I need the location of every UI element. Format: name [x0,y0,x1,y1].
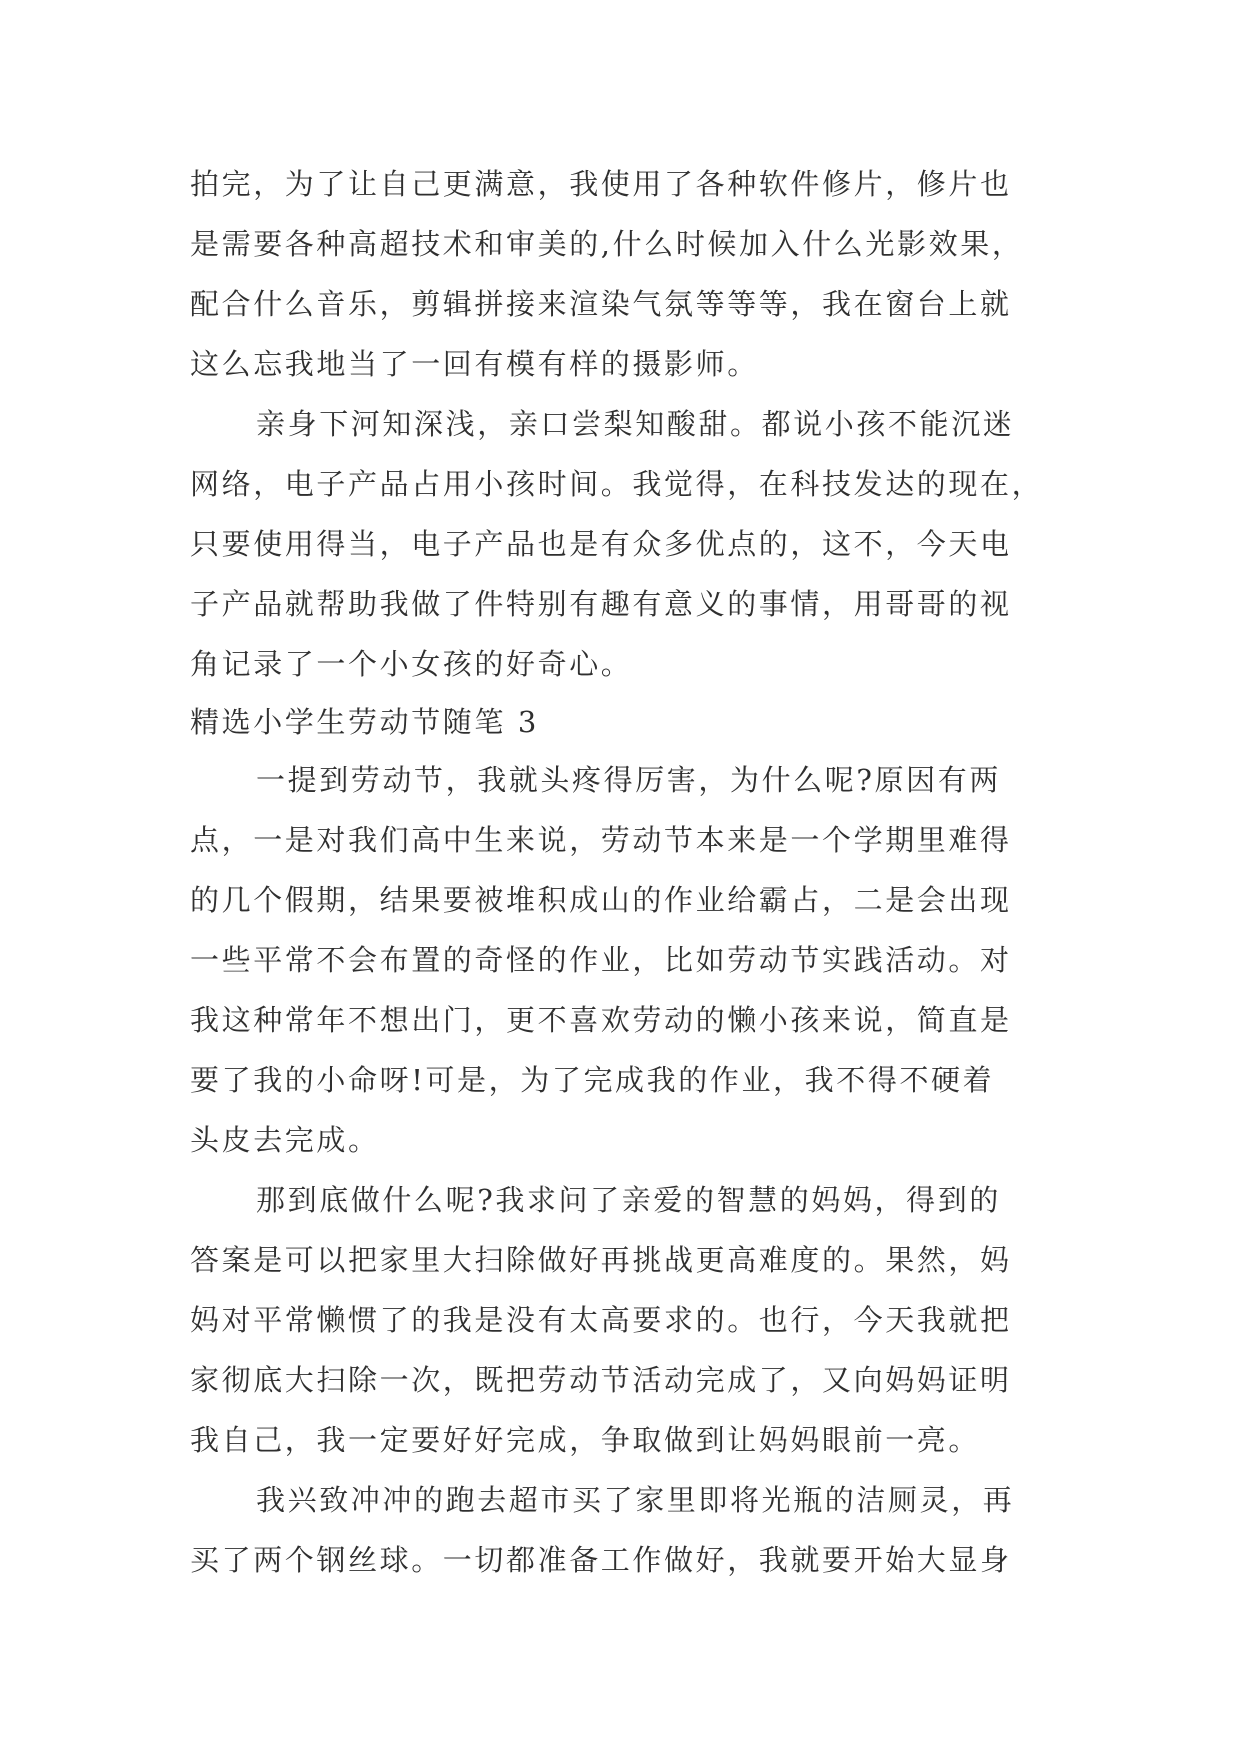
text-line: 一些平常不会布置的奇怪的作业，比如劳动节实践活动。对 [190,943,1012,977]
paragraph-first-line: 那到底做什么呢?我求问了亲爱的智慧的妈妈，得到的 [256,1183,1001,1217]
text-line: 点，一是对我们高中生来说，劳动节本来是一个学期里难得 [190,823,1012,857]
paragraph-first-line: 亲身下河知深浅，亲口尝梨知酸甜。都说小孩不能沉迷 [256,407,1015,441]
text-line: 我这种常年不想出门，更不喜欢劳动的懒小孩来说，简直是 [190,1003,1012,1037]
text-line: 我自己，我一定要好好完成，争取做到让妈妈眼前一亮。 [190,1423,981,1457]
text-line: 家彻底大扫除一次，既把劳动节活动完成了，又向妈妈证明 [190,1363,1012,1397]
text-line: 网络，电子产品占用小孩时间。我觉得，在科技发达的现在， [190,467,1044,501]
text-line: 子产品就帮助我做了件特别有趣有意义的事情，用哥哥的视 [190,587,1012,621]
text-line: 的几个假期，结果要被堆积成山的作业给霸占，二是会出现 [190,883,1012,917]
text-line: 这么忘我地当了一回有模有样的摄影师。 [190,347,759,381]
text-line: 买了两个钢丝球。一切都准备工作做好，我就要开始大显身 [190,1543,1012,1577]
paragraph-first-line: 我兴致冲冲的跑去超市买了家里即将光瓶的洁厕灵，再 [256,1483,1015,1517]
text-line: 妈对平常懒惯了的我是没有太高要求的。也行，今天我就把 [190,1303,1012,1337]
text-line: 配合什么音乐，剪辑拼接来渲染气氛等等等，我在窗台上就 [190,287,1012,321]
text-line: 只要使用得当，电子产品也是有众多优点的，这不，今天电 [190,527,1012,561]
text-line: 拍完，为了让自己更满意，我使用了各种软件修片，修片也 [190,167,1012,201]
text-line: 要了我的小命呀!可是，为了完成我的作业，我不得不硬着 [190,1063,995,1097]
text-line: 角记录了一个小女孩的好奇心。 [190,647,633,681]
text-line: 头皮去完成。 [190,1123,380,1157]
text-line: 是需要各种高超技术和审美的,什么时候加入什么光影效果， [190,227,1024,261]
section-heading: 精选小学生劳动节随笔 3 [190,705,539,739]
text-line: 答案是可以把家里大扫除做好再挑战更高难度的。果然，妈 [190,1243,1012,1277]
paragraph-first-line: 一提到劳动节，我就头疼得厉害，为什么呢?原因有两 [256,763,1001,797]
